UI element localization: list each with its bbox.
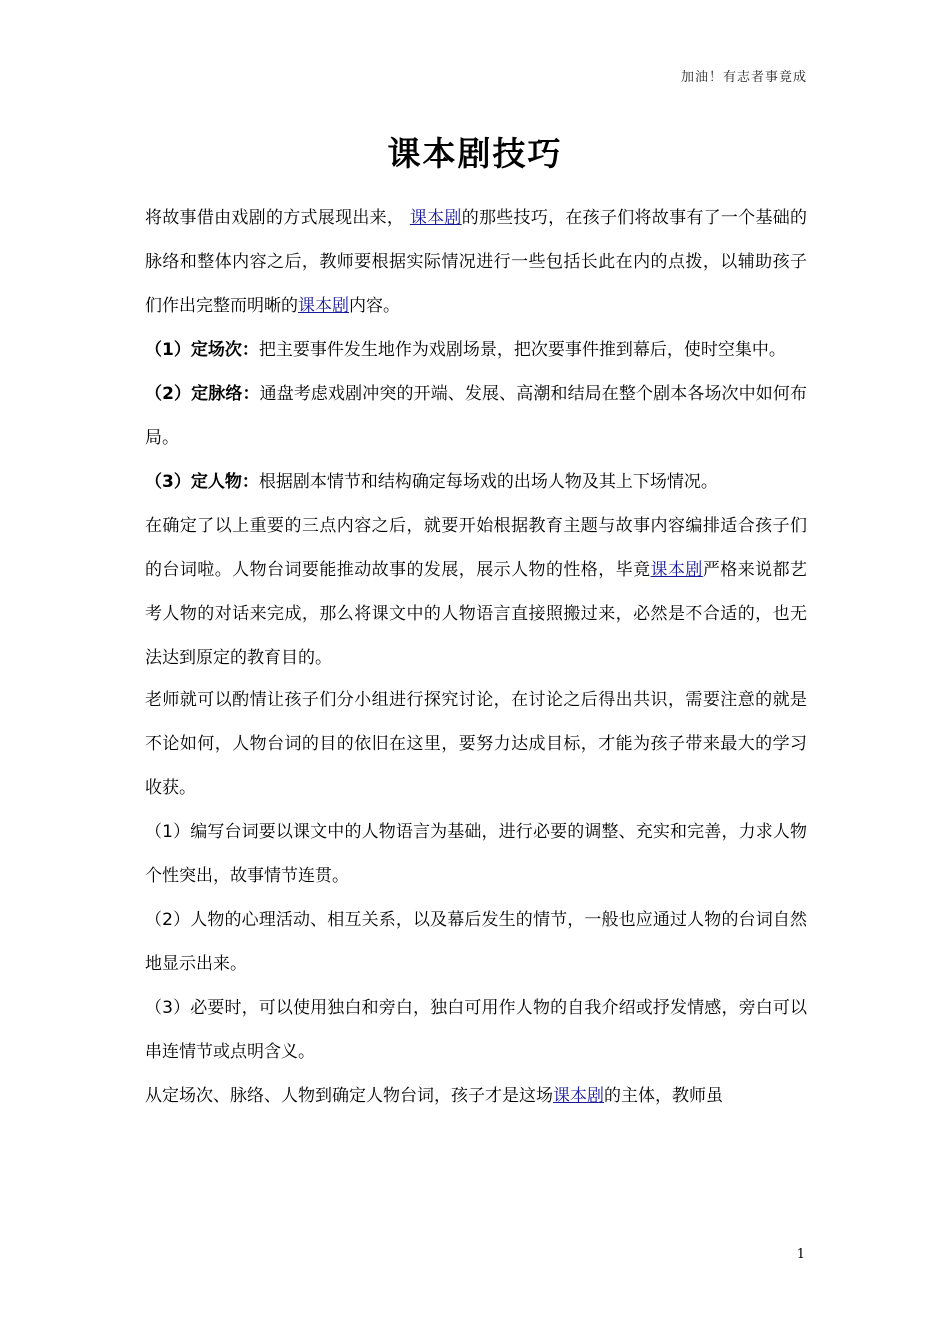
intro-text-a: 将故事借由戏剧的方式展现出来， [145,208,410,228]
kebenju-link[interactable]: 课本剧 [650,560,703,580]
dialogue-text-a: 在确定了以上重要的三点内容之后，就要开始根据教育主题与故事内容编排适合孩子们的台词啦。人物台词要能推动故事的发展，展示人物的性格，毕竟 [145,516,807,580]
rule-3: （3）必要时，可以使用独白和旁白，独白可用作人物的自我介绍或抒发情感，旁白可以串连情节或点明含义。 [145,998,807,1062]
closing-text-b: 的主体，教师虽 [604,1086,723,1106]
page-title: 课本剧技巧 [387,134,563,173]
item-structure [145,372,807,460]
closing-paragraph [145,1074,807,1118]
item-characters [145,460,807,504]
item-text: 通盘考虑戏剧冲突的开端、发展、高潮和结局在整个剧本各场次中如何布局。 [145,384,807,448]
rule-1: （1）编写台词要以课文中的人物语言为基础，进行必要的调整、充实和完善，力求人物个性突出，故事情节连贯。 [145,822,807,886]
page-number: 1 [796,1247,805,1262]
item-scene [145,328,807,372]
rule-2: （2）人物的心理活动、相互关系，以及幕后发生的情节，一般也应通过人物的台词自然地显示出来。 [145,910,807,974]
item-text: 把主要事件发生地作为戏剧场景，把次要事件推到幕后，使时空集中。 [258,340,786,360]
page-header-motto: 加油！有志者事竟成 [680,70,807,85]
kebenju-link[interactable]: 课本剧 [553,1086,604,1106]
kebenju-link[interactable]: 课本剧 [298,296,349,316]
discussion-paragraph: 老师就可以酌情让孩子们分小组进行探究讨论，在讨论之后得出共识，需要注意的就是不论如何，人物台词的目的依旧在这里，要努力达成目标，才能为孩子带来最大的学习收获。 [145,690,807,798]
intro-text-c: 内容。 [349,296,400,316]
closing-text-a: 从定场次、脉络、人物到确定人物台词，孩子才是这场 [145,1086,553,1106]
item-label: （3）定人物： [145,472,259,492]
item-label: （2）定脉络： [145,384,260,404]
document-body [145,196,807,1118]
intro-paragraph [145,196,807,328]
kebenju-link[interactable]: 课本剧 [409,208,462,228]
intro-text-b: 的那些技巧，在孩子们将故事有了一个基础的脉络和整体内容之后，教师要根据实际情况进行一些包括长此在内的点拨，以辅助孩子们作出完整而明晰的 [145,208,808,316]
dialogue-paragraph [145,504,807,680]
item-text: 根据剧本情节和结构确定每场戏的出场人物及其上下场情况。 [258,472,718,492]
dialogue-text-b: 严格来说都艺考人物的对话来完成，那么将课文中的人物语言直接照搬过来，必然是不合适的，也无法达到原定的教育目的。 [145,560,808,668]
item-label: （1）定场次： [145,340,259,360]
